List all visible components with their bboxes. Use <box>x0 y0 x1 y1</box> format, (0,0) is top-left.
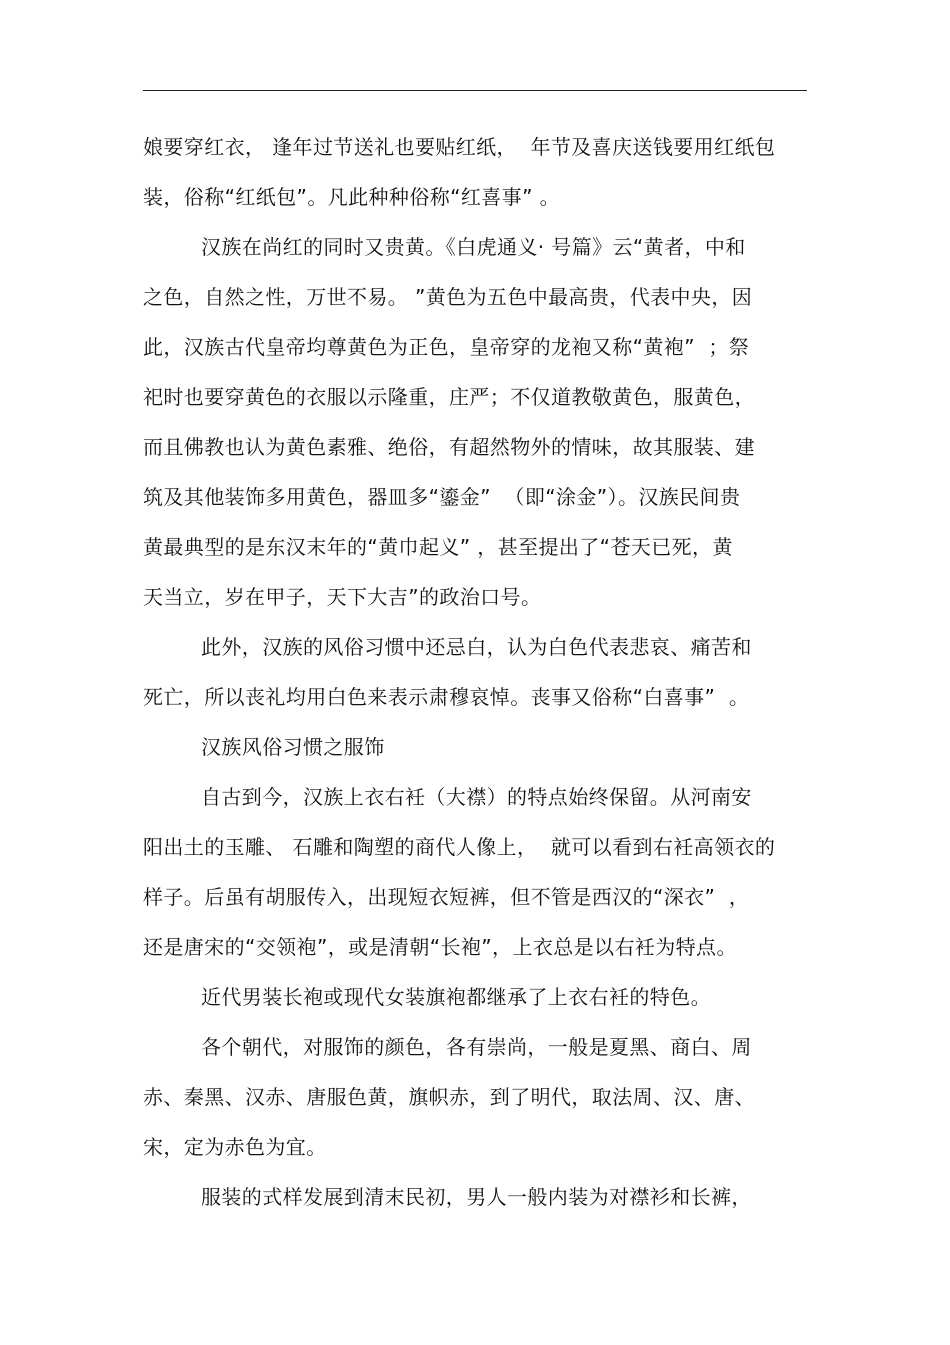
text-line: 自古到今，汉族上衣右衽（大襟）的特点始终保留。从河南安 <box>201 785 752 809</box>
text-line: 装，俗称“红纸包”。凡此种种俗称“红喜事” 。 <box>143 185 561 209</box>
text-line: 筑及其他装饰多用黄色，器皿多“鎏金” （即“涂金”）。汉族民间贵 <box>143 485 741 509</box>
text-line: 黄最典型的是东汉末年的“黄巾起义” ，甚至提出了“苍天已死，黄 <box>143 535 733 559</box>
text-line: 近代男装长袍或现代女装旗袍都继承了上衣右衽的特色。 <box>201 985 711 1009</box>
text-line: 此外，汉族的风俗习惯中还忌白，认为白色代表悲哀、痛苦和 <box>201 635 752 659</box>
document-body <box>143 122 823 1222</box>
text-line: 而且佛教也认为黄色素雅、绝俗，有超然物外的情味，故其服装、建 <box>143 435 755 459</box>
text-line: 死亡，所以丧礼均用白色来表示肃穆哀悼。丧事又俗称“白喜事” 。 <box>143 685 750 709</box>
text-line: 汉族在尚红的同时又贵黄。《白虎通义· 号篇》云“黄者，中和 <box>201 235 746 259</box>
text-line: 宋，定为赤色为宜。 <box>143 1135 327 1159</box>
text-line: 还是唐宋的“交领袍”，或是清朝“长袍”，上衣总是以右衽为特点。 <box>143 935 737 959</box>
text-line: 各个朝代，对服饰的颜色，各有崇尚，一般是夏黑、商白、周 <box>201 1035 752 1059</box>
text-line: 此，汉族古代皇帝均尊黄色为正色，皇帝穿的龙袍又称“黄袍” ；祭 <box>143 335 750 359</box>
text-line: 天当立，岁在甲子，天下大吉”的政治口号。 <box>143 585 542 609</box>
text-line: 赤、秦黑、汉赤、唐服色黄，旗帜赤，到了明代，取法周、汉、唐、 <box>143 1085 755 1109</box>
text-line: 之色，自然之性，万世不易。 ”黄色为五色中最高贵，代表中央，因 <box>143 285 753 309</box>
text-line: 样子。后虽有胡服传入，出现短衣短裤，但不管是西汉的“深衣” ， <box>143 885 750 909</box>
text-line: 祀时也要穿黄色的衣服以示隆重，庄严；不仅道教敬黄色，服黄色， <box>143 385 755 409</box>
section-heading: 汉族风俗习惯之服饰 <box>201 735 385 759</box>
text-line: 服装的式样发展到清末民初，男人一般内装为对襟衫和长裤， <box>201 1185 752 1209</box>
header-rule <box>143 90 807 91</box>
text-line: 阳出土的玉雕、 石雕和陶塑的商代人像上， 就可以看到右衽高领衣的 <box>143 835 776 859</box>
text-line: 娘要穿红衣， 逢年过节送礼也要贴红纸， 年节及喜庆送钱要用红纸包 <box>143 135 776 159</box>
